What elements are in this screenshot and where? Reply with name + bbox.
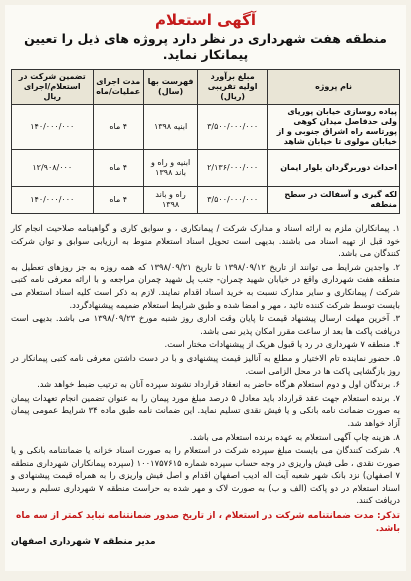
price-list-cell: ابنیه ۱۳۹۸ <box>143 105 197 150</box>
condition-paragraph: ۴. منطقه ۷ شهرداری در رد یا قبول هریک از پیشنهادات مختار است. <box>164 339 400 350</box>
header-price-list: فهرست بها (سال) <box>143 70 197 105</box>
conditions-text <box>11 222 400 507</box>
header-duration: مدت اجرای عملیات/ماه <box>93 70 143 105</box>
estimate-cell: ۳/۵۰۰/۰۰۰/۰۰۰ <box>198 187 268 214</box>
footer-note: تذکر: مدت ضمانتنامه شرکت در استعلام ، از تاریخ صدور ضمانتنامه نباید کمتر از سه ماه باشد. <box>16 511 400 535</box>
table-header-row <box>12 70 400 105</box>
project-name-cell: پیاده روسازی خیابان پوریای ولی حدفاصل میدان کوهی پورتاسه راه اشراق جنوبی و از خیابان مولوی تا خیابان شاهد <box>268 105 400 150</box>
guarantee-cell: ۱۲/۹۰۸/۰۰۰ <box>12 150 94 187</box>
header-guarantee: تضمین شرکت در استعلام/اجرای ریال <box>12 70 94 105</box>
table-row <box>12 105 400 150</box>
table-row <box>12 187 400 214</box>
price-list-cell: ابنیه و راه و باند ۱۳۹۸ <box>143 150 197 187</box>
duration-cell: ۴ ماه <box>93 105 143 150</box>
estimate-cell: ۲/۱۳۶/۰۰۰/۰۰۰ <box>198 150 268 187</box>
duration-cell: ۴ ماه <box>93 187 143 214</box>
condition-paragraph: ۹. شرکت کنندگان می بایست مبلغ سپرده شرکت در استعلام را به صورت اسناد خزانه یا ضمانتنامه بانکی و یا صورت نقدی ، طی فیش واریزی در وجه حساب سپرده شماره ۱۰۰۱۷۵۷۶۱۵ (سپرده پیمانکاران شهرداری منطقه ۷ اصفهان) نزد بانک شهر شعبه آیت اله ادیب اصفهان اقدام و اصل فیش واریزی را به همراه قیمت پیشنهادی و اسناد استعلام در دو پاکت (الف و ب) به صورت لاک و مهر شده به حراست منطقه ۷ شهرداری تسلیم و رسید دریافت کنند. <box>11 445 400 506</box>
guarantee-cell: ۱۴۰/۰۰۰/۰۰۰ <box>12 105 94 150</box>
condition-paragraph: ۵. حضور نماینده تام الاختیار و مطلع به آنالیز قیمت پیشنهادی و با در دست داشتن معرفی نامه کتبی پیمانکار در روز بازگشایی پاکت ها در محل الزامی است. <box>11 352 400 376</box>
estimate-cell: ۳/۵۰۰/۰۰۰/۰۰۰ <box>198 105 268 150</box>
guarantee-cell: ۱۴۰/۰۰۰/۰۰۰ <box>12 187 94 214</box>
condition-paragraph: ۲. واجدین شرایط می توانند از تاریخ ۱۳۹۸/۰۹/۱۲ تا تاریخ ۱۳۹۸/۰۹/۲۱ که همه روزه به جز روزهای تعطیل به منطقه هفت شهرداری واقع در خیابان شهید چمران- جنب پل شهید چمران مراجعه و با ارائه معرفی نامه کتبی شرکت / پیمانکاری و سایر مدارک نسبت به خرید اسناد اقدام نمایند. لازم به ذکر است کلیه اسناد استعلام می بایست توسط شرکت کننده تائید ، مهر و امضا شده و طبق شرایط استعلام ضمیمه پیشنهادگردد. <box>11 261 400 310</box>
condition-paragraph: ۷. برنده استعلام جهت عقد قرارداد باید معادل ۵ درصد مبلغ مورد پیمان را به عنوان تضمین انجام تعهدات پیمان به صورت ضمانت نامه بانکی و یا فیش نقدی تسلیم نماید. این ضمانت نامه طبق ماده ۳۴ شرایط عمومی پیمان آزاد خواهد شد. <box>11 392 401 428</box>
duration-cell: ۴ ماه <box>93 150 143 187</box>
projects-table <box>11 69 400 214</box>
announcement-page <box>5 5 406 571</box>
project-name-cell: احداث دوربرگردان بلوار ایمان <box>268 150 400 187</box>
condition-paragraph: ۱. پیمانکاران ملزم به ارائه اسناد و مدارک شرکت / پیمانکاری ، و سوابق کاری و گواهینامه صلاحیت انجام کار خود قبل از تهیه اسناد می باشند. بدیهی است تحویل اسناد استعلام منوط به ارزیابی سوابق و توان شرکت کنندگان می باشد. <box>11 223 400 259</box>
condition-paragraph: ۳. آخرین مهلت ارسال پیشنهاد قیمت تا پایان وقت اداری روز شنبه مورخ ۱۳۹۸/۰۹/۲۳ می باشد. بدیهی است دریافت پاکت ها بعد از ساعت مقرر امکان پذیر نمی باشد. <box>11 313 401 336</box>
price-list-cell: راه و باند ۱۳۹۸ <box>143 187 197 214</box>
signature: مدیر منطقه ۷ شهرداری اصفهان <box>11 537 156 548</box>
header-estimate: مبلغ برآورد اولیه تقریبی (ریال) <box>198 70 268 105</box>
header-project-name: نام پروژه <box>268 70 400 105</box>
announcement-title: آگهی استعلام <box>154 11 257 29</box>
condition-paragraph: ۶. برندگان اول و دوم استعلام هرگاه حاضر به انعقاد قرارداد نشوند سپرده آنان به ترتیب ضبط خواهد شد. <box>37 379 400 390</box>
table-row <box>12 150 400 187</box>
announcement-subtitle: منطقه هفت شهرداری در نظر دارد پروژه های ذیل را تعیین پیمانکار نماید. <box>24 31 387 62</box>
condition-paragraph: ۸. هزینه چاپ آگهی استعلام به عهده برنده استعلام می باشد. <box>189 431 400 442</box>
project-name-cell: لکه گیری و آسفالت در سطح منطقه <box>268 187 400 214</box>
